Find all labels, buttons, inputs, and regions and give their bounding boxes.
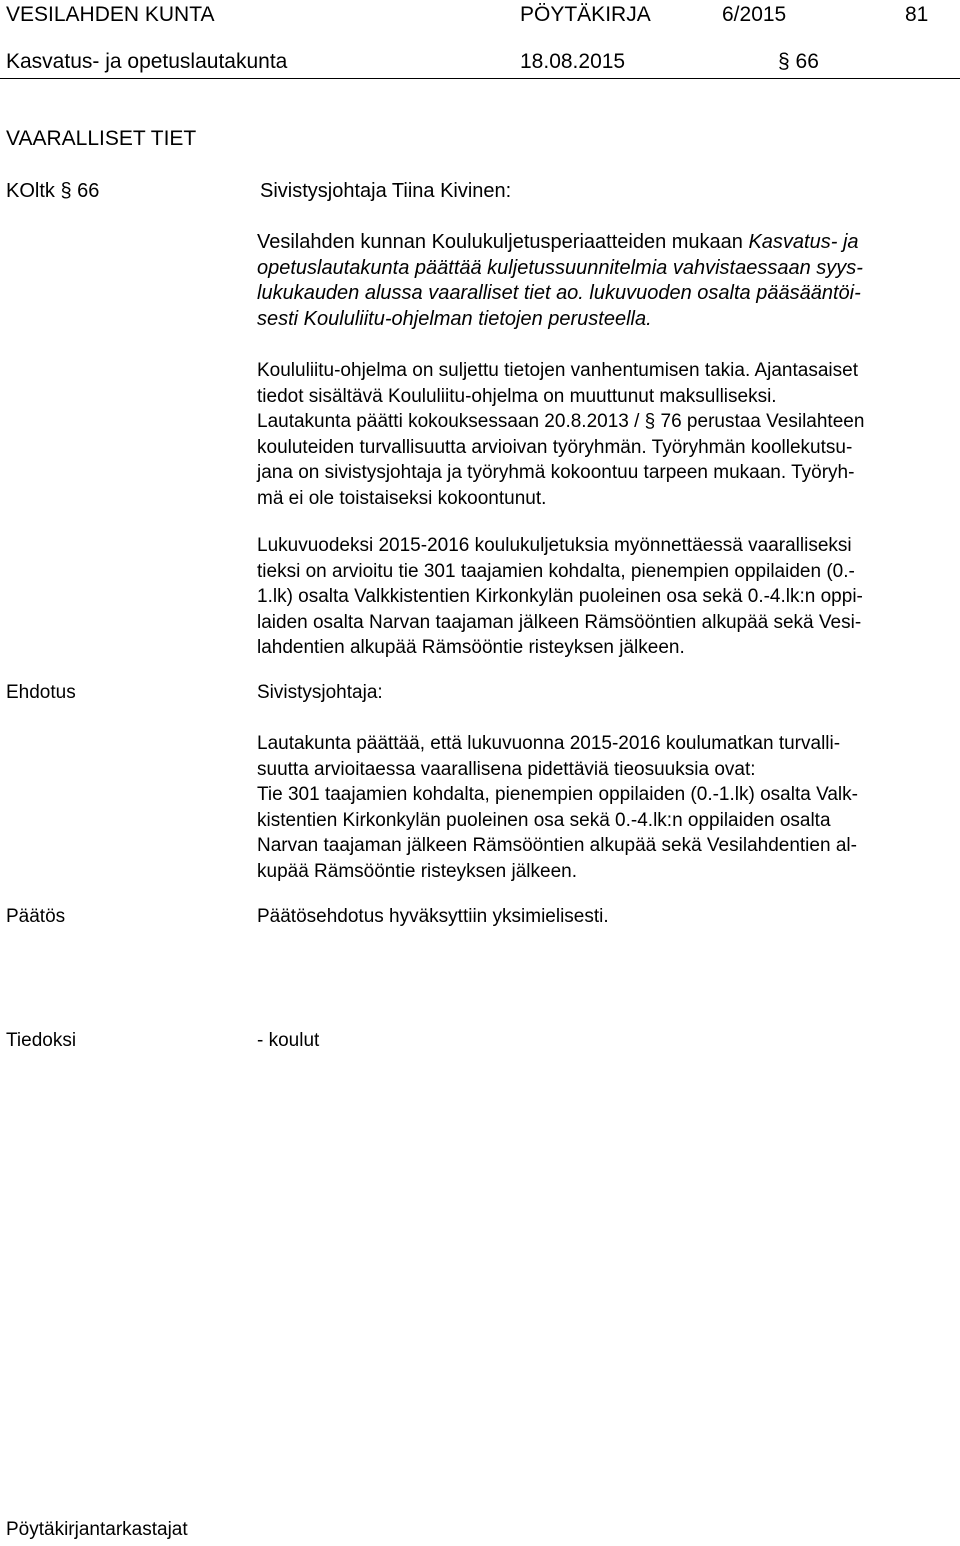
meeting-date: 18.08.2015 <box>520 50 626 73</box>
proposal-presenter: Sivistysjohtaja: <box>257 682 383 703</box>
decision-label: Päätös <box>6 906 66 927</box>
notice-text: - koulut <box>257 1030 320 1051</box>
paragraph-line: lukukauden alussa vaaralliset tiet ao. lukuvuoden osalta pääsääntöi- <box>257 282 861 304</box>
minutes-checkers-label: Pöytäkirjantarkastajat <box>6 1519 188 1540</box>
paragraph-intro <box>257 230 957 332</box>
paragraph-line: tiedot sisältävä Koululiitu-ohjelma on muuttunut maksulliseksi. <box>257 385 777 407</box>
case-reference: KOltk § 66 <box>6 180 100 202</box>
committee-name: Kasvatus- ja opetuslautakunta <box>6 50 288 73</box>
paragraph-line: suutta arvioitaessa vaarallisena pidettäviä tieosuuksia ovat: <box>257 758 756 780</box>
presenter: Sivistysjohtaja Tiina Kivinen: <box>260 180 512 202</box>
paragraph-line: kistentien Kirkonkylän puoleinen osa sekä 0.-4.lk:n oppilaiden osalta <box>257 809 831 831</box>
decision-text: Päätösehdotus hyväksyttiin yksimielisesti. <box>257 906 609 927</box>
paragraph-line: Narvan taajaman jälkeen Rämsööntien alkupää sekä Vesilahdentien al- <box>257 835 857 856</box>
page-number: 81 <box>905 3 929 26</box>
paragraph-assessment <box>257 533 957 661</box>
page-title: VAARALLISET TIET <box>6 127 197 150</box>
paragraph-line: jana on sivistysjohtaja ja työryhmä kokoontuu tarpeen mukaan. Työryh- <box>257 462 855 483</box>
issue-number: 6/2015 <box>722 3 787 26</box>
paragraph-line: 1.lk) osalta Valkkistentien Kirkonkylän puoleinen osa sekä 0.-4.lk:n oppi- <box>257 586 863 607</box>
text-span-italic: Kasvatus- ja <box>748 231 859 253</box>
paragraph-line: sesti Koululiitu-ohjelman tietojen perusteella. <box>257 307 652 330</box>
section-number: § 66 <box>778 50 819 73</box>
paragraph-line: Lautakunta päätti kokouksessaan 20.8.2013 / § 76 perustaa Vesilahteen <box>257 411 865 432</box>
paragraph-line: tieksi on arvioitu tie 301 taajamien kohdalta, pienempien oppilaiden (0.- <box>257 560 855 582</box>
paragraph-line: Tie 301 taajamien kohdalta, pienempien oppilaiden (0.-1.lk) osalta Valk- <box>257 784 858 805</box>
paragraph-line: opetuslautakunta päättää kuljetussuunnitelmia vahvistaessaan syys- <box>257 256 863 279</box>
paragraph-background <box>257 358 957 511</box>
proposal-label: Ehdotus <box>6 682 76 703</box>
paragraph-line: kupää Rämsööntie risteyksen jälkeen. <box>257 860 578 882</box>
document-type: PÖYTÄKIRJA <box>520 3 651 26</box>
header-divider <box>0 78 960 79</box>
paragraph-line: Koululiitu-ohjelma on suljettu tietojen vanhentumisen takia. Ajantasaiset <box>257 360 858 381</box>
paragraph-line: mä ei ole toistaiseksi kokoontunut. <box>257 487 547 509</box>
paragraph-line: Lautakunta päättää, että lukuvuonna 2015-2016 koulumatkan turvalli- <box>257 733 841 754</box>
paragraph-line: Lukuvuodeksi 2015-2016 koulukuljetuksia myönnettäessä vaaralliseksi <box>257 535 852 556</box>
notice-label: Tiedoksi <box>6 1030 77 1051</box>
text-span: Vesilahden kunnan Koulukuljetusperiaatteiden mukaan <box>257 231 749 253</box>
paragraph-line: laiden osalta Narvan taajaman jälkeen Rämsööntien alkupää sekä Vesi- <box>257 611 862 633</box>
proposal-text <box>257 731 957 884</box>
paragraph-line <box>257 230 957 256</box>
paragraph-line: kouluteiden turvallisuutta arvioivan työryhmän. Työryhmän koollekutsu- <box>257 436 853 458</box>
paragraph-line: lahdentien alkupää Rämsööntie risteyksen jälkeen. <box>257 637 685 658</box>
municipality-name: VESILAHDEN KUNTA <box>6 3 215 26</box>
